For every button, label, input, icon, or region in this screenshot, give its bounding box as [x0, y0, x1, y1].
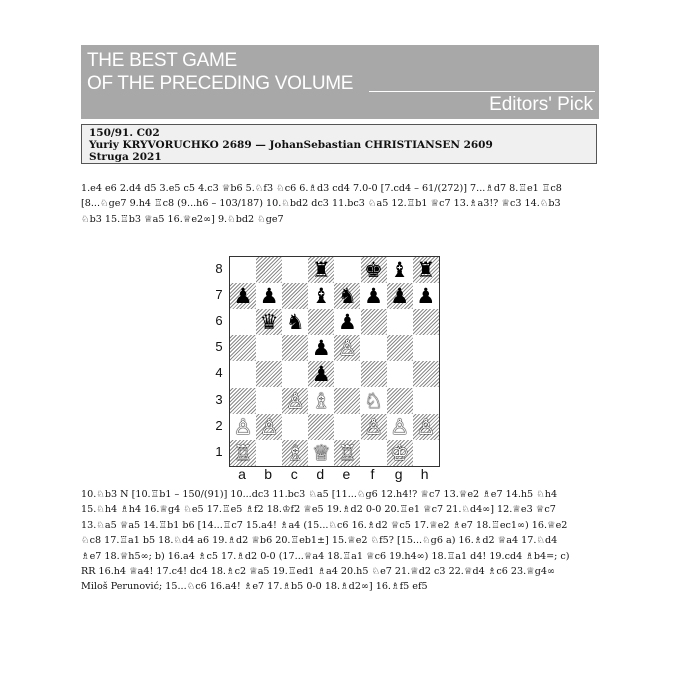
text-line: Miloš Perunović; 15...♘c6 16.a4! ♗e7 17.♗b5 0-0 18.♗d2∞] 16.♗f5 ef5 — [81, 581, 428, 593]
rank-label-7: 7 — [215, 287, 223, 303]
opening-moves-text — [81, 181, 601, 227]
board-square-d6 — [308, 309, 334, 335]
rank-label-1: 1 — [215, 443, 223, 459]
board-square-e4 — [334, 361, 360, 387]
text-line: 13.♘a5 ♕a5 14.♖b1 b6 [14...♖c7 15.a4! ♗a4 (15...♘c6 16.♗d2 ♕c5 17.♕e2 ♗e7 18.♖ec1∞) 16.♕e2 — [81, 519, 568, 531]
board-square-a3 — [230, 388, 256, 414]
file-label-c: c — [290, 466, 298, 482]
text-line: RR 16.h4 ♕a4! 17.c4! dc4 18.♗c2 ♕a5 19.♖ed1 ♗a4 20.h5 ♘e7 21.♕d2 c3 22.♕d4 ♗c6 23.♕g4∞ — [81, 566, 555, 578]
chess-board — [229, 256, 440, 467]
rank-label-6: 6 — [215, 313, 223, 329]
black-pawn-g7-icon: ♟ — [390, 284, 410, 309]
board-square-b4 — [256, 361, 282, 387]
board-square-c4 — [282, 361, 308, 387]
board-square-a5 — [230, 335, 256, 361]
white-pawn-b2-icon: ♙ — [259, 414, 279, 439]
banner-subtitle: Editors' Pick — [489, 94, 593, 115]
board-square-g4 — [387, 361, 413, 387]
file-label-g: g — [394, 466, 403, 482]
board-square-h1 — [413, 440, 439, 466]
black-rook-d8-icon: ♜ — [311, 258, 331, 282]
game-players: Yuriy KRYVORUCHKO 2689 — JohanSebastian CHRISTIANSEN 2609 — [89, 139, 493, 151]
banner-title — [87, 49, 353, 95]
black-bishop-g8-icon: ♝ — [390, 258, 410, 282]
text-line: ♗e7 18.♕h5∞; b) 16.a4 ♗c5 17.♗d2 0-0 (17...♕a4 18.♖a1 ♕c6 19.h4∞) 18.♖a1 d4! 19.cd4 ♗b4=; c) — [81, 550, 570, 562]
board-square-b1 — [256, 440, 282, 466]
board-square-g3 — [387, 388, 413, 414]
board-square-h3 — [413, 388, 439, 414]
white-rook-e1-icon: ♖ — [338, 440, 357, 465]
black-pawn-b7-icon: ♟ — [259, 284, 279, 309]
board-square-b3 — [256, 388, 282, 414]
board-square-f1 — [361, 440, 387, 466]
board-square-a4 — [230, 361, 256, 387]
board-square-e3 — [334, 388, 360, 414]
board-square-d2 — [308, 414, 334, 440]
text-line: 1.e4 e6 2.d4 d5 3.e5 c5 4.c3 ♕b6 5.♘f3 ♘c6 6.♗d3 cd4 7.0-0 [7.cd4 – 61/(272)] 7...♗d7 8.♖e1 ♖c8 — [81, 183, 562, 194]
file-label-d: d — [316, 466, 325, 482]
file-label-b: b — [264, 466, 272, 482]
board-square-c8 — [282, 257, 308, 283]
text-line: [8...♘ge7 9.h4 ♖c8 (9...h6 – 103/187) 10.♘bd2 dc3 11.bc3 ♘a5 12.♖b1 ♕c7 13.♗a3!? ♕c3 14.♘b3 — [81, 198, 561, 210]
black-knight-c6-icon: ♞ — [285, 310, 305, 335]
board-square-f4 — [361, 361, 387, 387]
file-label-e: e — [342, 466, 351, 482]
editors-pick-banner — [81, 45, 599, 119]
board-square-h6 — [413, 309, 439, 335]
board-square-c2 — [282, 414, 308, 440]
banner-divider — [369, 91, 595, 92]
game-event: Struga 2021 — [89, 151, 162, 163]
board-square-h5 — [413, 335, 439, 361]
white-pawn-f2-icon: ♙ — [364, 414, 383, 439]
board-square-b8 — [256, 257, 282, 283]
text-line: 15.♘h4 ♗h4 16.♕g4 ♘e5 17.♖e5 ♗f2 18.♔f2 ♕e5 19.♗d2 0-0 20.♖e1 ♕c7 21.♘d4∞] 12.♕e3 ♕c7 — [81, 504, 556, 516]
white-pawn-g2-icon: ♙ — [390, 414, 410, 439]
black-pawn-f7-icon: ♟ — [364, 284, 383, 309]
black-pawn-h7-icon: ♟ — [416, 284, 436, 309]
white-pawn-a2-icon: ♙ — [233, 414, 253, 439]
board-square-h4 — [413, 361, 439, 387]
black-bishop-d7-icon: ♝ — [311, 284, 331, 309]
text-line: ♘b3 15.♖b3 ♕a5 16.♕e2∞] 9.♘bd2 ♘ge7 — [81, 213, 284, 225]
black-queen-b6-icon: ♛ — [259, 310, 279, 335]
board-square-b5 — [256, 335, 282, 361]
rank-label-3: 3 — [215, 391, 223, 407]
black-knight-e7-icon: ♞ — [338, 284, 357, 309]
board-square-f6 — [361, 309, 387, 335]
rank-label-5: 5 — [215, 339, 223, 355]
white-queen-d1-icon: ♕ — [311, 440, 331, 465]
black-pawn-d4-icon: ♟ — [311, 362, 331, 387]
white-rook-a1-icon: ♖ — [233, 440, 253, 465]
text-line: ♘c8 17.♖a1 b5 18.♘d4 a6 19.♗d2 ♕b6 20.♖eb1±] 15.♕e2 ♘f5? [15...♘g6 a) 16.♗d2 ♕a4 17.♘d4 — [81, 535, 558, 547]
banner-title-line-2: OF THE PRECEDING VOLUME — [87, 73, 354, 94]
black-rook-h8-icon: ♜ — [416, 258, 436, 282]
file-label-a: a — [238, 466, 246, 482]
black-pawn-a7-icon: ♟ — [233, 284, 253, 309]
white-knight-f3-icon: ♘ — [364, 388, 383, 413]
black-pawn-e6-icon: ♟ — [338, 310, 357, 335]
black-pawn-d5-icon: ♟ — [311, 336, 331, 361]
board-square-g6 — [387, 309, 413, 335]
white-king-g1-icon: ♔ — [390, 440, 410, 465]
board-square-a6 — [230, 309, 256, 335]
rank-label-2: 2 — [215, 417, 223, 433]
file-label-h: h — [420, 466, 429, 482]
white-pawn-e5-icon: ♙ — [338, 336, 357, 361]
white-pawn-h2-icon: ♙ — [416, 414, 436, 439]
game-number: 150/91. C02 — [89, 127, 160, 139]
white-pawn-c3-icon: ♙ — [285, 388, 305, 413]
white-bishop-c1-icon: ♗ — [285, 440, 305, 465]
file-label-f: f — [370, 466, 375, 482]
board-square-c7 — [282, 283, 308, 309]
rank-label-4: 4 — [215, 365, 223, 381]
rank-label-8: 8 — [215, 261, 223, 276]
board-square-f5 — [361, 335, 387, 361]
black-king-f8-icon: ♚ — [364, 258, 383, 282]
white-bishop-d3-icon: ♗ — [311, 388, 331, 413]
board-square-e8 — [334, 257, 360, 283]
banner-title-line-1: THE BEST GAME — [87, 50, 237, 71]
board-square-c5 — [282, 335, 308, 361]
text-line: 10.♘b3 N [10.♖b1 – 150/(91)] 10...dc3 11.bc3 ♘a5 [11...♘g6 12.h4!? ♕c7 13.♕e2 ♗e7 14.h5 ♘h4 — [81, 489, 558, 500]
annotation-text — [81, 487, 601, 595]
game-info-box — [81, 124, 597, 164]
board-square-e2 — [334, 414, 360, 440]
board-square-g5 — [387, 335, 413, 361]
board-square-a8 — [230, 257, 256, 283]
